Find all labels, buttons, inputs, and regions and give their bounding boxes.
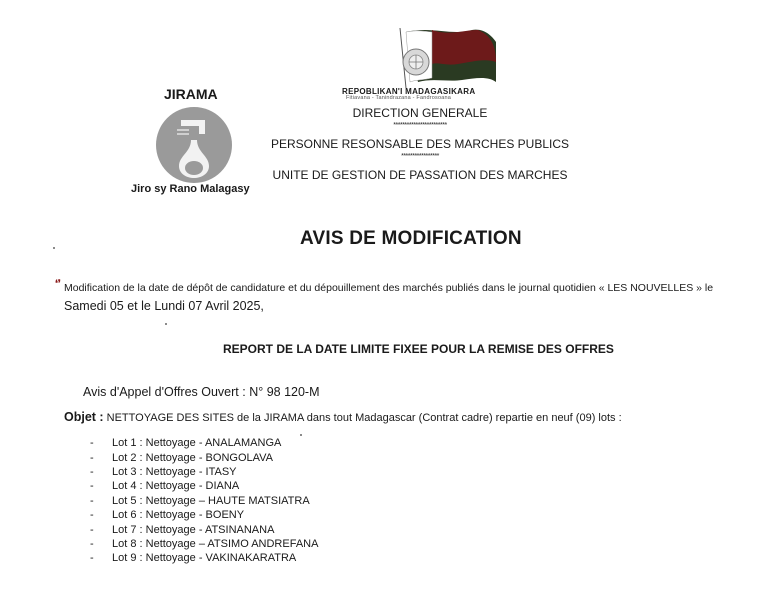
list-item [90,494,318,508]
list-item [90,436,318,450]
lot-text: Lot 8 : Nettoyage – ATSIMO ANDREFANA [112,537,319,550]
scan-speck [53,247,55,249]
lot-text: Lot 1 : Nettoyage - ANALAMANGA [112,437,282,450]
republic-name: REPOBLIKAN'I MADAGASIKARA [342,87,476,96]
lot-text: Lot 6 : Nettoyage - BOENY [112,509,245,522]
intro-line-2: Samedi 05 et le Lundi 07 Avril 2025, [64,299,264,313]
lot-text: Lot 4 : Nettoyage - DIANA [112,480,240,493]
header-stars-2: ***************** [401,153,439,160]
lot-text: Lot 9 : Nettoyage - VAKINAKARATRA [112,552,297,565]
lot-text: Lot 5 : Nettoyage – HAUTE MATSIATRA [112,494,310,507]
page-title: AVIS DE MODIFICATION [300,228,522,249]
jirama-tagline: Jiro sy Rano Malagasy [131,183,250,195]
dash-marker: - [90,494,94,507]
list-item [90,465,318,479]
madagascar-flag-emblem [392,22,502,94]
dash-marker: - [90,523,94,536]
list-item [90,522,318,536]
lot-text: Lot 3 : Nettoyage - ITASY [112,465,237,478]
list-item [90,551,318,565]
lots-list [90,436,318,566]
dash-marker: - [90,537,94,550]
list-item [90,479,318,493]
dash-marker: - [90,552,94,565]
objet-text: NETTOYAGE DES SITES de la JIRAMA dans tout Madagascar (Contrat cadre) repartie en neuf (09) lots : [106,412,622,424]
list-item [90,508,318,522]
jirama-name: JIRAMA [164,86,218,102]
list-item [90,537,318,551]
bullet-mark-icon: ❛❜ [55,278,61,288]
report-heading: REPORT DE LA DATE LIMITE FIXEE POUR LA REMISE DES OFFRES [223,342,614,356]
dash-marker: - [90,451,94,464]
objet-label: Objet : [64,410,104,424]
tender-reference: Avis d'Appel d'Offres Ouvert : N° 98 120-M [83,385,320,399]
header-ugpm: UNITE DE GESTION DE PASSATION DES MARCHES [272,168,568,182]
dash-marker: - [90,437,94,450]
scan-speck [165,323,167,325]
intro-line-1: Modification de la date de dépôt de candidature et du dépouillement des marchés publiés dans le journal quotidien « LES NOUVELLES » le [64,282,714,294]
dash-marker: - [90,509,94,522]
dash-marker: - [90,465,94,478]
dash-marker: - [90,480,94,493]
list-item [90,450,318,464]
lot-text: Lot 7 : Nettoyage - ATSINANANA [112,523,275,536]
header-direction-generale: DIRECTION GENERALE [352,106,488,120]
jirama-water-tap-logo [155,106,233,184]
lot-text: Lot 2 : Nettoyage - BONGOLAVA [112,451,273,464]
header-prmp: PERSONNE RESONSABLE DES MARCHES PUBLICS [270,137,570,151]
republic-motto: Fitiavana - Tanindrazana - Fandrosoana [346,95,452,101]
objet-line [64,410,622,424]
header-stars-1: ************************ [393,122,447,129]
